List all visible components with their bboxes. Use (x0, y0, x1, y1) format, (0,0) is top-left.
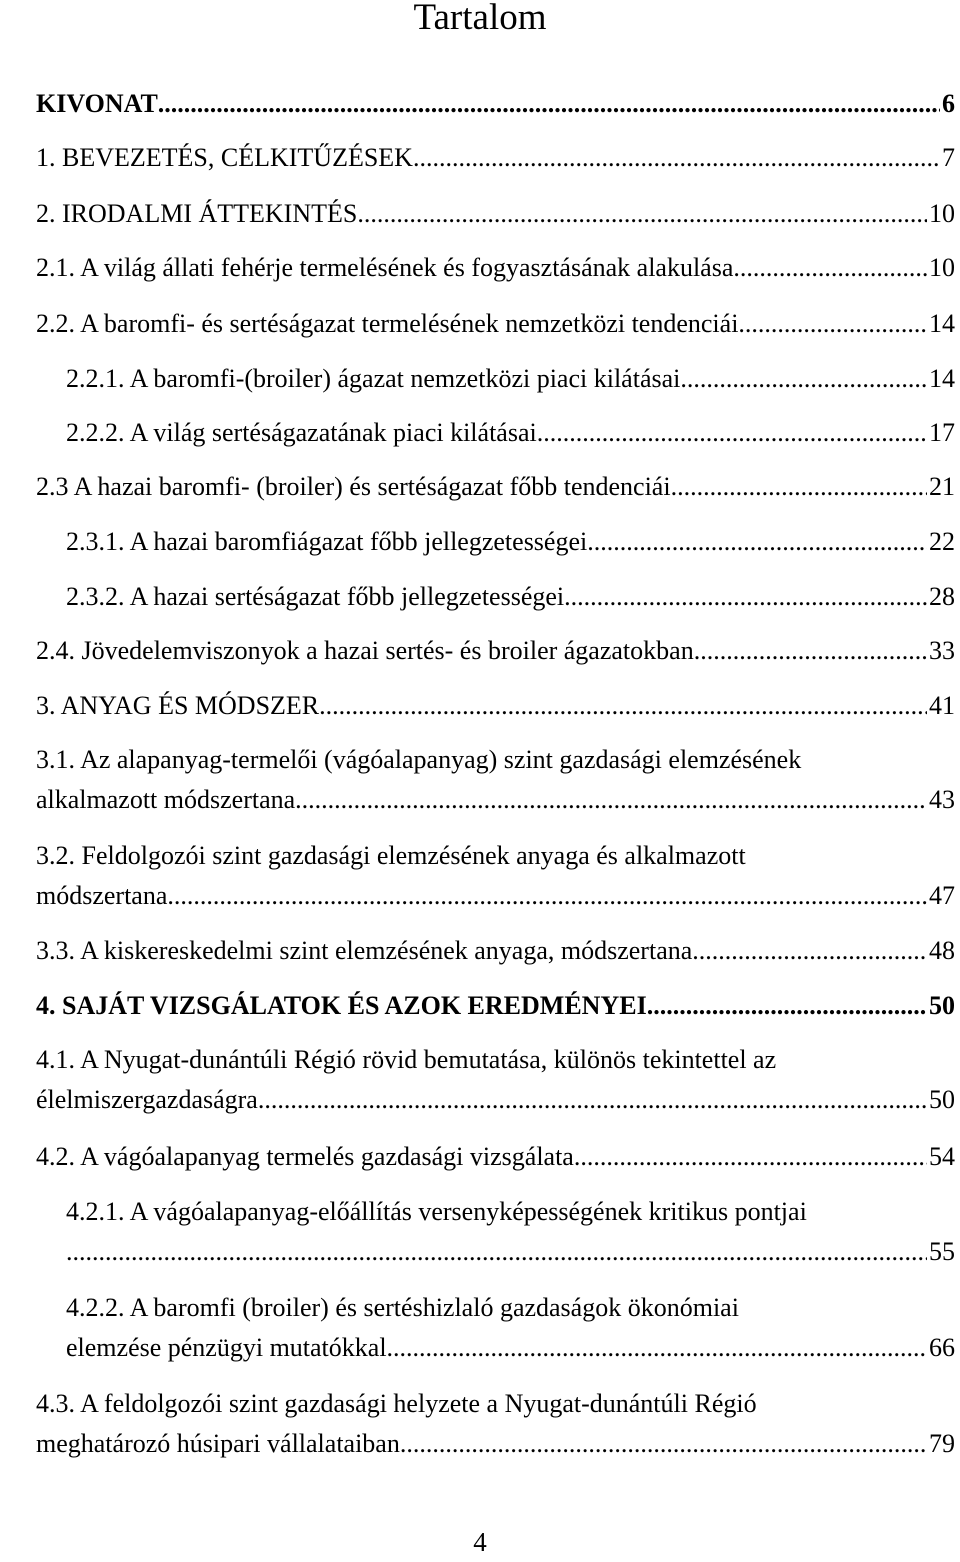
toc-entry-title-line1: 3.1. Az alapanyag-termelői (vágóalapanyag) szint gazdasági elemzésének (36, 745, 802, 774)
toc-entry[interactable] (66, 577, 955, 617)
leader-dots (694, 631, 927, 671)
toc-entry-page: 10 (929, 199, 955, 228)
toc-entry[interactable] (36, 1137, 955, 1177)
toc-entry[interactable] (36, 686, 955, 726)
toc-entry[interactable] (36, 138, 955, 178)
toc-entry-page: 43 (929, 785, 955, 814)
toc-entry[interactable] (36, 304, 955, 344)
toc-entry-title: élelmiszergazdaságra (36, 1085, 258, 1114)
toc-entry-page: 17 (929, 418, 955, 447)
toc-entry[interactable] (66, 1288, 955, 1368)
toc-entry-page: 22 (929, 527, 955, 556)
toc-entry-page: 79 (929, 1429, 955, 1458)
toc-entry-title-line1: 4.2.2. A baromfi (broiler) és sertéshizlaló gazdaságok ökonómiai (66, 1293, 739, 1322)
leader-dots (400, 1424, 927, 1464)
toc-entry-page: 33 (929, 636, 955, 665)
toc-entry-page: 54 (929, 1142, 955, 1171)
toc-entry[interactable] (66, 413, 955, 453)
toc-entry-title: 2.2.2. A világ sertéságazatának piaci kilátásai (66, 418, 537, 447)
toc-entry[interactable] (36, 631, 955, 671)
toc-entry-title: meghatározó húsipari vállalataiban (36, 1429, 400, 1458)
toc-entry-page: 66 (929, 1333, 955, 1362)
leader-dots (647, 986, 927, 1026)
toc-entry-page: 28 (929, 582, 955, 611)
toc-entry-title: 2.1. A világ állati fehérje termelésének és fogyasztásának alakulása (36, 253, 734, 282)
toc-entry-title: 2. IRODALMI ÁTTEKINTÉS (36, 199, 358, 228)
toc-entry[interactable] (66, 1192, 955, 1272)
toc-entry-title: 1. BEVEZETÉS, CÉLKITŰZÉSEK (36, 143, 413, 172)
leader-dots (574, 1137, 927, 1177)
leader-dots (413, 138, 940, 178)
leader-dots (387, 1328, 927, 1368)
toc-entry[interactable] (36, 1384, 955, 1464)
toc-entry[interactable] (36, 931, 955, 971)
toc-entry-title-line1: 3.2. Feldolgozói szint gazdasági elemzésének anyaga és alkalmazott (36, 841, 746, 870)
toc-entry-title: alkalmazott módszertana (36, 785, 296, 814)
leader-dots (167, 876, 927, 916)
toc-entry-title: 2.4. Jövedelemviszonyok a hazai sertés- és broiler ágazatokban (36, 636, 694, 665)
leader-dots (692, 931, 927, 971)
toc-entry-page: 47 (929, 881, 955, 910)
toc-entry-title: 2.2. A baromfi- és sertéságazat termelésének nemzetközi tendenciái (36, 309, 739, 338)
toc-entry-title-line1: 4.2.1. A vágóalapanyag-előállítás versenyképességének kritikus pontjai (66, 1197, 807, 1226)
leader-dots (295, 780, 927, 820)
toc-entry[interactable] (66, 522, 955, 562)
toc-entry-title: 2.3.2. A hazai sertéságazat főbb jellegzetességei (66, 582, 565, 611)
toc-entry-title: 2.2.1. A baromfi-(broiler) ágazat nemzetközi piaci kilátásai (66, 364, 681, 393)
toc-entry[interactable] (36, 740, 955, 820)
leader-dots (733, 248, 927, 288)
leader-dots (564, 577, 927, 617)
leader-dots (319, 686, 927, 726)
toc-entry-page: 14 (929, 364, 955, 393)
leader-dots (587, 522, 927, 562)
toc-entry-page: 48 (929, 936, 955, 965)
toc-entry-title: 4.2. A vágóalapanyag termelés gazdasági vizsgálata (36, 1142, 574, 1171)
toc-entry[interactable] (36, 248, 955, 288)
toc-entry[interactable] (36, 194, 955, 234)
leader-dots (357, 194, 927, 234)
page-title: Tartalom (413, 0, 547, 38)
toc-entry-page: 6 (942, 89, 955, 118)
leader-dots (738, 304, 927, 344)
toc-entry[interactable] (36, 1040, 955, 1120)
toc-entry-page: 10 (929, 253, 955, 282)
page-number: 4 (473, 1527, 487, 1557)
leader-dots (537, 413, 927, 453)
toc-entry-title: 2.3.1. A hazai baromfiágazat főbb jellegzetességei (66, 527, 588, 556)
toc-entry-title-line1: 4.1. A Nyugat-dunántúli Régió rövid bemutatása, különös tekintettel az (36, 1045, 777, 1074)
toc-entry-page: 55 (929, 1237, 955, 1266)
toc-entry[interactable] (36, 836, 955, 916)
toc-entry-page: 21 (929, 472, 955, 501)
toc-entry-title: 3. ANYAG ÉS MÓDSZER (36, 691, 320, 720)
toc-entry-title-line1: 4.3. A feldolgozói szint gazdasági helyzete a Nyugat-dunántúli Régió (36, 1389, 757, 1418)
toc-entry-title: 3.3. A kiskereskedelmi szint elemzésének anyaga, módszertana (36, 936, 693, 965)
toc-entry-title: KIVONAT (36, 89, 158, 118)
leader-dots (66, 1232, 927, 1272)
toc-entry-page: 50 (929, 991, 955, 1020)
toc-entry[interactable] (36, 986, 955, 1026)
leader-dots (158, 84, 940, 124)
toc-entry-title: 4. SAJÁT VIZSGÁLATOK ÉS AZOK EREDMÉNYEI (36, 991, 647, 1020)
toc-entry-page: 7 (942, 143, 955, 172)
toc-entry-title: 2.3 A hazai baromfi- (broiler) és sertéságazat főbb tendenciái (36, 472, 671, 501)
toc-entry[interactable] (36, 467, 955, 507)
leader-dots (680, 359, 927, 399)
leader-dots (258, 1080, 927, 1120)
leader-dots (671, 467, 927, 507)
toc-entry-page: 50 (929, 1085, 955, 1114)
toc-entry-page: 14 (929, 309, 955, 338)
toc-entry-title: elemzése pénzügyi mutatókkal (66, 1333, 387, 1362)
toc-entry[interactable] (66, 359, 955, 399)
toc-entry-page: 41 (929, 691, 955, 720)
toc-entry-title: módszertana (36, 881, 168, 910)
toc-entry[interactable] (36, 84, 955, 124)
